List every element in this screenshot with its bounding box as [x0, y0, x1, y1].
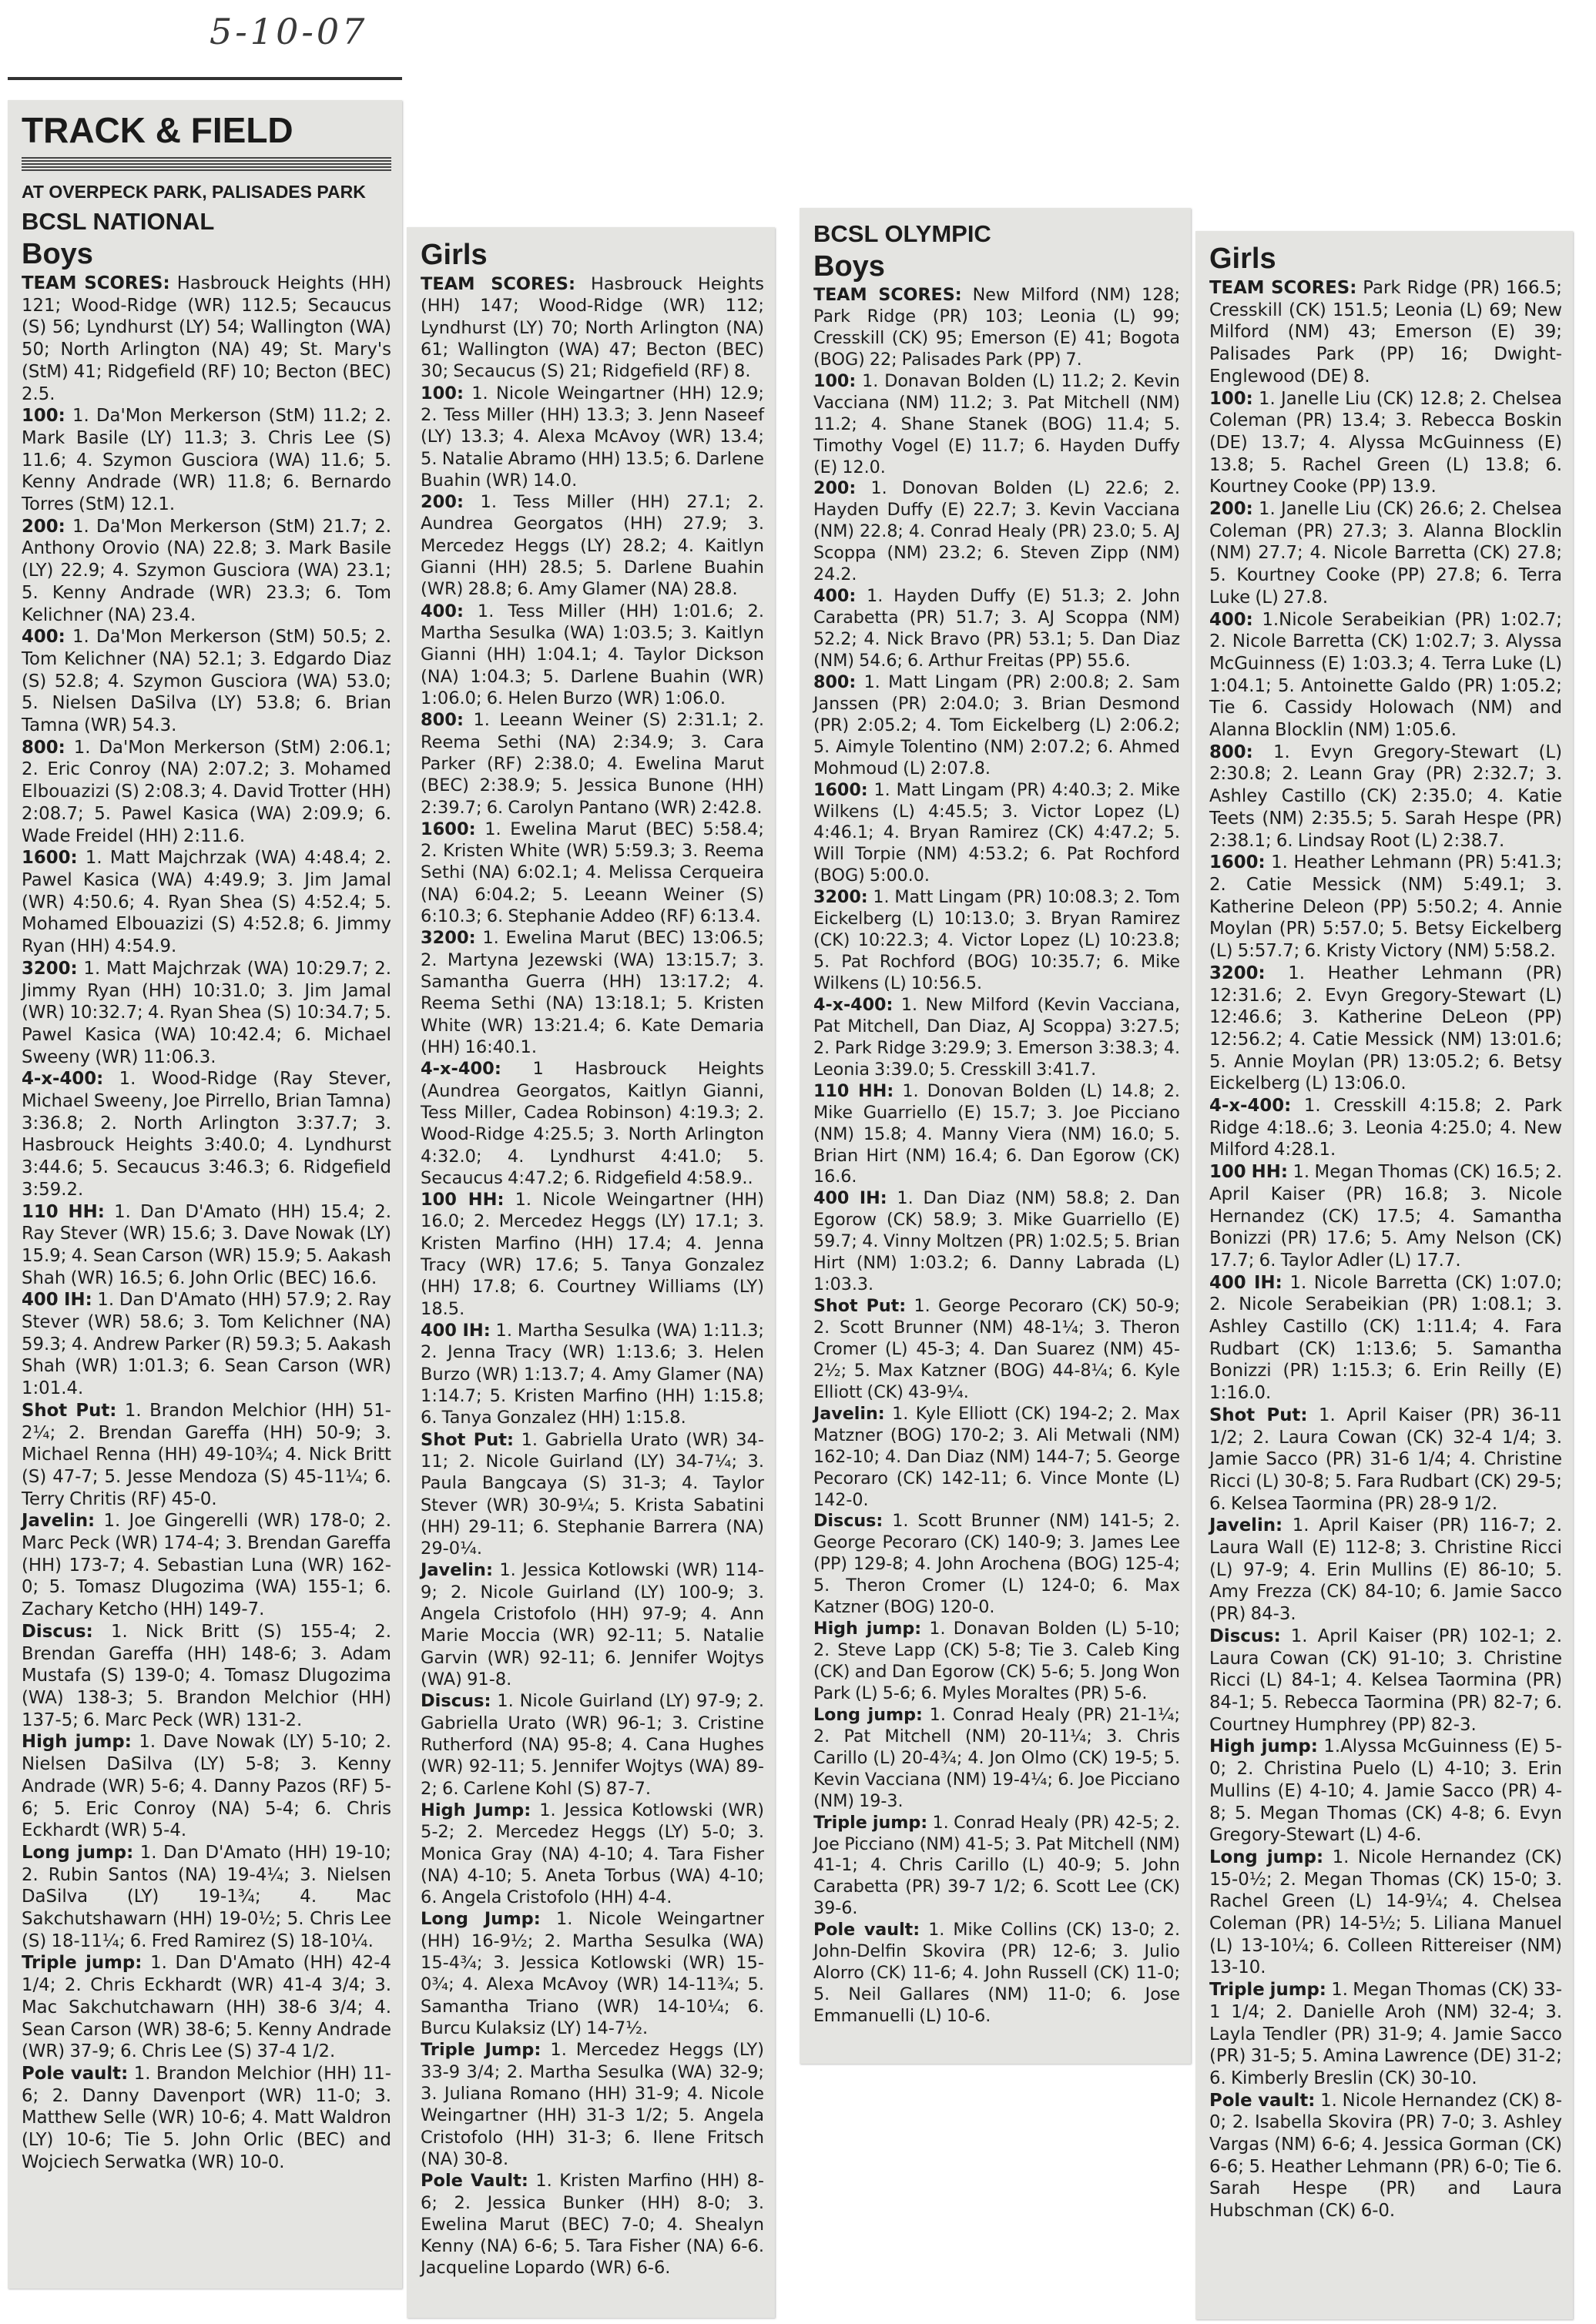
conference-title-olympic: BCSL OLYMPIC — [813, 220, 991, 247]
event-separator: : — [126, 1842, 134, 1863]
event-result — [421, 1908, 764, 2039]
event-result — [22, 626, 391, 737]
event-separator: : — [1319, 1980, 1326, 2001]
event-result — [813, 1404, 1180, 1512]
event-name: 1600 — [22, 848, 71, 869]
event-result — [813, 371, 1180, 479]
event-separator: : — [877, 1403, 885, 1424]
event-name: 800 — [1209, 742, 1246, 762]
event-name: Pole vault — [1209, 2090, 1309, 2111]
event-separator: : — [86, 1621, 93, 1642]
event-placings: 1. Ewelina Marut (BEC) 13:06.5; 2. Martyna Jezewski (WA) 13:15.7; 3. Samantha Guerra (HH) 13:17.2; 4. Reema Sethi (NA) 13:18.1; 5. Kristen White (WR) 13:21.4; 6. Kate Demaria (HH) 16:40.1. — [421, 928, 764, 1057]
event-result — [421, 491, 764, 601]
event-placings: 1. Kristen Marfino (HH) 8-6; 2. Jessica Bunker (HH) 8-0; 3. Ewelina Marut (BEC) 7-0; 4. Shealyn Kenny (NA) 6-6; 5. Tara Fisher (NA) 6-6. Jacqueline Lopardo (WR) 6-6. — [421, 2171, 764, 2279]
banner-rule — [22, 156, 391, 171]
event-placings: 1. Janelle Liu (CK) 12.8; 2. Chelsea Coleman (PR) 13.4; 3. Rebecca Boskin (DE) 13.7; 4. Alyssa McGuinness (E) 13.8; 5. Rachel Green (L) 13.8; 6. Kourtney Cooke (PP) 13.9. — [1209, 388, 1562, 497]
event-name: Shot Put — [1209, 1405, 1301, 1425]
event-separator: : — [1310, 1736, 1318, 1757]
event-separator: : — [70, 958, 78, 979]
event-separator: : — [135, 1953, 142, 1974]
event-placings: Hasbrouck Heights (HH) 121; Wood-Ridge (WR) 112.5; Secaucus (S) 56; Lyndhurst (LY) 54; Wallington (WA) 50; North Arlington (NA) 49; St. Mary's (StM) 41; Ridgefield (RF) 10; Becton (BEC) 2.5. — [22, 273, 391, 404]
results-list — [22, 273, 391, 2173]
event-placings: 1. Dan D'Amato (HH) 19-10; 2. Rubin Santos (NA) 19-4¼; 3. Nielsen DaSilva (LY) 19-1¾; 4. Mac Sakchutshawarn (HH) 19-0½; 5. Chris Lee (S) 18-11¼; 6. Fred Ramirez (S) 18-10¼. — [22, 1842, 391, 1951]
event-result — [421, 1429, 764, 1560]
event-placings: 1. Dan D'Amato (HH) 15.4; 2. Ray Stever (WR) 15.6; 3. Dave Nowak (LY) 15.9; 4. Sean Carson (WR) 15.9; 5. Aakash Shah (WR) 16.5; 6. John Orlic (BEC) 16.6. — [22, 1201, 391, 1288]
event-placings: 1. Ewelina Marut (BEC) 5:58.4; 2. Kristen White (WR) 5:59.3; 3. Reema Sethi (NA) 6:02.1; 4. Melissa Cerqueira (NA) 6:04.2; 5. Leeann Weiner (S) 6:10.3; 6. Stephanie Addeo (RF) 6:13.4. — [421, 819, 764, 927]
event-separator: : — [886, 994, 894, 1015]
event-separator: : — [899, 1296, 907, 1317]
event-result — [813, 887, 1180, 995]
event-placings: 1. Hayden Duffy (E) 51.3; 2. John Carabetta (PR) 51.7; 3. AJ Scoppa (NM) 52.2; 4. Nick Bravo (PR) 53.1; 5. Dan Diaz (NM) 54.6; 6. Arthur Freitas (PP) 55.6. — [813, 586, 1180, 671]
event-name: 110 HH — [22, 1201, 98, 1222]
event-placings: 1. Matt Lingam (PR) 2:00.8; 2. Sam Janssen (PR) 2:04.0; 3. Brian Desmond (PR) 2:05.2; 4. Tom Eickelberg (L) 2:06.2; 5. Aimyle Tolentino (NM) 2:07.2; 6. Ahmed Mohmoud (L) 2:07.8. — [813, 671, 1180, 779]
event-placings: 1. Dan D'Amato (HH) 57.9; 2. Ray Stever (WR) 58.6; 3. Tom Kelichner (NA) 59.3; 4. Andrew Parker (R) 59.3; 5. Aakash Shah (WR) 1:01.3; 6. Sean Carson (WR) 1:01.4. — [22, 1290, 391, 1399]
event-placings: 1. Heather Lehmann (PR) 5:41.3; 2. Catie Messick (NM) 5:49.1; 3. Katherine Deleon (PP) 5:50.2; 4. Annie Moylan (PR) 5:57.0; 5. Betsy Eickelberg (L) 5:57.7; 6. Kristy Victory (NM) 5:58.2. — [1209, 852, 1562, 962]
event-name: 100 — [813, 370, 850, 391]
event-separator: : — [97, 1201, 105, 1222]
event-result — [421, 2039, 764, 2170]
event-name: Shot Put — [813, 1296, 900, 1317]
event-placings: 1. Nicole Weingartner (HH) 12.9; 2. Tess Miller (HH) 13.3; 3. Jenn Naseef (LY) 13.3; 4. Alexa McAvoy (WR) 13.4; 5. Natalie Abramo (HH) 13.5; 6. Darlene Buahin (WR) 14.0. — [421, 383, 764, 491]
clipping-national-girls — [407, 227, 775, 2318]
event-separator: : — [849, 586, 857, 607]
event-name: Discus — [813, 1511, 877, 1532]
clipping-national-boys — [8, 100, 402, 2289]
event-result — [1209, 852, 1562, 963]
event-result — [421, 273, 764, 383]
event-name: Javelin — [22, 1511, 89, 1532]
event-result — [1209, 1847, 1562, 1979]
event-placings: 1. Nick Britt (S) 155-4; 2. Brendan Gareffa (HH) 148-6; 3. Adam Mustafa (S) 139-0; 4. Tomasz Dlugozima (WA) 138-3; 5. Brandon Melchior (HH) 137-5; 6. Marc Peck (WR) 131-2. — [22, 1621, 391, 1730]
event-name: Pole Vault — [421, 2171, 521, 2192]
event-placings: 1. Nicole Weingartner (HH) 16.0; 2. Mercedez Heggs (LY) 17.1; 3. Kristen Marfino (HH) 17.4; 4. Jenna Tracy (WR) 17.6; 5. Tanya Gonzalez (HH) 17.8; 6. Courtney Williams (LY) 18.5. — [421, 1190, 765, 1319]
event-separator: : — [1246, 742, 1253, 762]
event-placings: 1. Nicole Hernandez (CK) 15-0½; 2. Megan Thomas (CK) 15-0; 3. Rachel Green (L) 14-9¼; 4. Chelsea Coleman (PR) 14-5½; 5. Liliana Manuel (L) 13-10¼; 6. Colleen Rittereiser (NM) 13-10. — [1209, 1847, 1562, 1978]
event-separator: : — [456, 710, 464, 731]
event-result — [22, 2063, 391, 2174]
event-separator: : — [521, 2171, 528, 2192]
event-result — [421, 927, 764, 1058]
conference-title-national: BCSL NATIONAL — [22, 208, 215, 235]
event-result — [1209, 963, 1562, 1095]
event-result — [22, 405, 391, 516]
event-separator: : — [1273, 1626, 1281, 1646]
event-name: High jump — [813, 1619, 915, 1639]
event-placings: 1. Wood-Ridge (Ray Stever, Michael Sweeny, Joe Pirrello, Brian Tamna) 3:36.8; 2. North Arlington 3:37.7; 3. Hasbrouck Heights 3:40.0; 4. Lyndhurst 3:44.6; 5. Secaucus 3:46.3; 6. Ridgefield 3:59.2. — [22, 1069, 391, 1200]
event-result — [421, 1058, 764, 1189]
event-placings: 1. Nicole Barretta (CK) 1:07.0; 2. Nicole Serabeikian (PR) 1:08.1; 3. Ashley Castillo (CK) 1:11.4; 4. Fara Rudbart (CK) 1:13.6; 5. Samantha Bonizzi (PR) 1:15.3; 6. Erin Reilly (E) 1:16.0. — [1209, 1272, 1562, 1404]
event-result — [421, 601, 764, 710]
event-placings: 1. Kyle Elliott (CK) 194-2; 2. Max Matzner (BOG) 170-2; 3. Ali Metwali (NM) 162-10; 4. Dan Diaz (NM) 144-7; 5. George Pecoraro (CK) 142-11; 6. Vince Monte (L) 142-0. — [813, 1403, 1180, 1510]
event-name: 3200 — [22, 958, 71, 979]
heading-boys: Boys — [813, 250, 885, 283]
event-separator: : — [468, 928, 476, 949]
event-separator: : — [58, 627, 65, 648]
event-result — [813, 586, 1180, 672]
event-name: 3200 — [1209, 963, 1259, 983]
event-placings: 1. Brandon Melchior (HH) 11-6; 2. Danny Davenport (WR) 11-0; 3. Matthew Selle (WR) 10-6; 4. Matt Waldron (LY) 10-6; Tie 5. John Orlic (BEC) and Wojciech Serwatka (WR) 10-0. — [22, 2063, 391, 2172]
event-separator: : — [484, 1691, 491, 1712]
event-result — [1209, 498, 1562, 609]
heading-boys: Boys — [22, 238, 93, 270]
event-separator: : — [124, 1732, 132, 1753]
event-placings: 1. Janelle Liu (CK) 26.6; 2. Chelsea Coleman (PR) 27.3; 3. Alanna Blocklin (NM) 27.7; 4. Nicole Barretta (CK) 27.8; 5. Kourtney Cooke (PP) 27.8; 6. Terra Luke (L) 27.8. — [1209, 499, 1562, 608]
event-separator: : — [954, 285, 962, 305]
event-name: 400 IH — [1209, 1272, 1276, 1293]
event-separator: : — [887, 1080, 894, 1101]
event-result — [22, 1842, 391, 1953]
event-separator: : — [568, 274, 575, 294]
event-name: Shot Put — [22, 1400, 110, 1421]
event-separator: : — [1258, 963, 1266, 983]
event-result — [421, 383, 764, 492]
event-name: 200 — [813, 478, 850, 499]
event-result — [1209, 742, 1562, 852]
event-separator: : — [860, 779, 868, 800]
event-name: TEAM SCORES — [813, 285, 955, 305]
event-name: Shot Put — [421, 1429, 507, 1450]
clipping-olympic-boys — [800, 208, 1191, 2064]
event-separator: : — [58, 406, 65, 427]
event-placings: 1. George Pecoraro (CK) 50-9; 2. Scott Brunner (NM) 48-1¼; 3. Theron Cromer (L) 45-3; 4. Dan Suarez (NM) 45-2½; 5. Max Katzner (BOG) 44-8¼; 6. Kyle Elliott (CK) 43-9¼. — [813, 1296, 1180, 1402]
event-placings: New Milford (NM) 128; Park Ridge (PR) 103; Leonia (L) 99; Cresskill (CK) 95; Emerson (E) 41; Bogota (BOG) 22; Palisades Park (PP) 7. — [813, 285, 1180, 370]
event-placings: 1. Da'Mon Merkerson (StM) 2:06.1; 2. Eric Conroy (NA) 2:07.2; 3. Mohamed Elbouazizi (S) 2:08.3; 4. David Trotter (HH) 2:08.7; 5. Pawel Kasica (WA) 2:09.9; 6. Wade Freidel (HH) 2:11.6. — [22, 737, 391, 846]
event-name: 100 HH — [1209, 1162, 1281, 1183]
event-name: Long jump — [22, 1842, 127, 1863]
event-placings: 1. Dave Nowak (LY) 5-10; 2. Nielsen DaSilva (LY) 5-8; 3. Kenny Andrade (WR) 5-6; 4. Danny Pazos (RF) 5-6; 5. Eric Conroy (NA) 5-4; 6. Chris Eckhardt (WR) 5-4. — [22, 1732, 391, 1841]
event-result — [22, 1068, 391, 1201]
event-result — [1209, 1626, 1562, 1736]
event-result — [22, 958, 391, 1069]
event-name: TEAM SCORES — [1209, 278, 1350, 298]
event-name: 100 — [421, 383, 457, 404]
event-separator: : — [85, 1290, 92, 1311]
event-separator: : — [1316, 1847, 1324, 1867]
event-result — [813, 1619, 1180, 1705]
event-name: Triple Jump — [421, 2040, 535, 2061]
event-separator: : — [109, 1400, 117, 1421]
clipping-olympic-girls — [1195, 231, 1573, 2319]
event-result — [22, 847, 391, 958]
event-result — [22, 273, 391, 405]
event-result — [421, 709, 764, 819]
event-name: Triple jump — [1209, 1980, 1319, 2001]
event-placings: 1. Matt Lingam (PR) 10:08.3; 2. Tom Eickelberg (L) 10:13.0; 3. Bryan Ramirez (CK) 10:22.3; 4. Victor Lopez (L) 10:23.8; 5. Pat Rochford (BOG) 10:35.7; 6. Mike Wilkens (L) 10:56.5. — [813, 887, 1180, 993]
event-name: TEAM SCORES — [421, 274, 568, 294]
event-separator: : — [163, 273, 170, 293]
event-placings: 1. Matt Lingam (PR) 4:40.3; 2. Mike Wilkens (L) 4:45.5; 3. Victor Lopez (L) 4:46.1; 4. Bryan Ramirez (CK) 4:47.2; 5. Will Torpie (NM) 4:53.2; 6. Pat Rochford (BOG) 5:00.0. — [813, 779, 1180, 886]
event-separator: : — [524, 1800, 531, 1820]
event-separator: : — [1275, 1272, 1282, 1293]
event-placings: 1. Tess Miller (HH) 1:01.6; 2. Martha Sesulka (WA) 1:03.5; 3. Kaitlyn Gianni (HH) 1:04.1; 4. Taylor Dickson (NA) 1:04.3; 5. Darlene Buahin (WR) 1:06.0; 6. Helen Burzo (WR) 1:06.0. — [421, 601, 764, 708]
heading-girls: Girls — [421, 239, 488, 271]
event-placings: 1. Heather Lehmann (PR) 12:31.6; 2. Evyn Gregory-Stewart (L) 12:46.6; 3. Katherine DeLeon (PP) 12:56.2; 4. Catie Messick (NM) 13:01.6; 5. Annie Moylan (PR) 13:05.2; 6. Betsy Eickelberg (L) 13:06.0. — [1209, 963, 1562, 1094]
event-separator: : — [1246, 499, 1253, 520]
event-placings: 1. Megan Thomas (CK) 33-1 1/4; 2. Danielle Aroh (NM) 32-4; 3. Layla Tendler (PR) 31-9; 4. Jamie Sacco (PR) 31-5; 5. Amina Lawrence (DE) 31-2; 6. Kimberly Breslin (CK) 30-10. — [1209, 1980, 1562, 2088]
event-placings: 1. Donavan Bolden (L) 11.2; 2. Kevin Vacciana (NM) 11.2; 3. Pat Mitchell (NM) 11.2; 4. Shane Stanek (BOG) 11.4; 5. Timothy Vogel (E) 11.7; 6. Hayden Duffy (E) 12.0. — [813, 370, 1180, 477]
event-name: Triple jump — [813, 1812, 921, 1833]
event-name: 400 — [1209, 609, 1246, 630]
event-name: 4-x-400 — [813, 994, 887, 1015]
event-placings: Hasbrouck Heights (HH) 147; Wood-Ridge (WR) 112; Lyndhurst (LY) 70; North Arlington (NA) 61; Wallington (WA) 47; Becton (BEC) 30; Secaucus (S) 21; Ridgefield (RF) 8. — [421, 274, 764, 382]
event-separator: : — [876, 1511, 884, 1532]
event-separator: : — [468, 819, 476, 839]
event-result — [1209, 2090, 1562, 2222]
event-placings: 1 Hasbrouck Heights (Aundrea Georgatos, Kaitlyn Gianni, Tess Miller, Cadea Robinson) 4:19.3; 2. Wood-Ridge 4:25.5; 3. North Arlington 4:32.0; 4. Lyndhurst 4:41.0; 5. Secaucus 4:47.2; 6. Ridgefield 4:58.9.. — [421, 1059, 764, 1188]
handwritten-date: 5-10-07 — [210, 11, 368, 52]
event-placings: 1. Joe Gingerelli (WR) 178-0; 2. Marc Peck (WR) 174-4; 3. Brendan Gareffa (HH) 173-7; 4. Sebastian Luna (WR) 162-0; 5. Tomasz Dlugozima (WA) 155-1; 6. Zachary Ketcho (HH) 149-7. — [22, 1511, 391, 1620]
event-separator: : — [880, 1188, 887, 1209]
event-name: 200 — [1209, 499, 1246, 520]
event-name: TEAM SCORES — [22, 273, 163, 293]
event-placings: 1. Scott Brunner (NM) 141-5; 2. George Pecoraro (CK) 140-9; 3. James Lee (PP) 129-8; 4. John Arochena (BOG) 125-4; 5. Theron Cromer (L) 124-0; 6. Max Katzner (BOG) 120-0. — [813, 1511, 1180, 1618]
event-name: Javelin — [1209, 1515, 1276, 1536]
event-name: 1600 — [421, 819, 469, 839]
event-placings: 1. Jessica Kotlowski (WR) 114-9; 2. Nicole Guirland (LY) 100-9; 3. Angela Cristofolo (HH) 97-9; 4. Ann Marie Moccia (WR) 92-11; 5. Natalie Garvin (WR) 92-11; 6. Jennifer Wojtys (WA) 91-8. — [421, 1560, 764, 1689]
event-name: 400 IH — [421, 1321, 484, 1341]
event-separator: : — [96, 1069, 104, 1090]
event-separator: : — [58, 737, 65, 758]
event-placings: 1. Donovan Bolden (L) 22.6; 2. Hayden Duffy (E) 22.7; 3. Kevin Vacciana (NM) 22.8; 4. Conrad Healy (PR) 23.0; 5. AJ Scoppa (NM) 23.2; 6. Steven Zipp (NM) 24.2. — [813, 478, 1180, 585]
event-name: 400 IH — [22, 1290, 86, 1311]
event-placings: 1. Cresskill 4:15.8; 2. Park Ridge 4:18..6; 3. Leonia 4:25.0; 4. New Milford 4:28.1. — [1209, 1096, 1562, 1160]
event-result — [1209, 1405, 1562, 1515]
event-separator: : — [1246, 388, 1253, 409]
event-name: 1600 — [813, 779, 861, 800]
event-name: 1600 — [1209, 852, 1259, 873]
event-placings: 1. Gabriella Urato (WR) 34-11; 2. Nicole Guirland (LY) 34-7¼; 3. Paula Bangcaya (S) 31-3; 4. Taylor Stever (WR) 30-9¼; 5. Krista Sabatini (HH) 29-11; 6. Stephanie Barrera (NA) 29-0¼. — [421, 1429, 764, 1559]
event-result — [813, 995, 1180, 1081]
event-separator: : — [849, 370, 857, 391]
event-name: 400 — [22, 627, 59, 648]
event-placings: 1. New Milford (Kevin Vacciana, Pat Mitchell, Dan Diaz, AJ Scoppa) 3:27.5; 2. Park Ridge 3:29.9; 3. Emerson 3:38.3; 4. Leonia 3:39.0; 5. Cresskill 3:41.7. — [813, 994, 1180, 1080]
event-separator: : — [1308, 2090, 1316, 2111]
event-result — [22, 1621, 391, 1732]
event-result — [813, 478, 1180, 586]
event-name: 400 — [813, 586, 850, 607]
event-placings: 1. Mercedez Heggs (LY) 33-9 3/4; 2. Martha Sesulka (WA) 32-9; 3. Juliana Romano (HH) 31-9; 4. Nicole Weingartner (HH) 31-3 1/2; 5. Angela Cristofolo (HH) 31-3; 6. Ilene Fritsch (NA) 30-8. — [421, 2040, 764, 2169]
event-name: Triple jump — [22, 1953, 136, 1974]
event-placings: 1. Matt Majchrzak (WA) 10:29.7; 2. Jimmy Ryan (HH) 10:31.0; 3. Jim Jamal (WR) 10:32.7; 4. Ryan Shea (S) 10:34.7; 5. Pawel Kasica (WA) 10:42.4; 6. Michael Sweeny (WR) 11:06.3. — [22, 958, 391, 1067]
event-separator: : — [494, 1059, 501, 1080]
event-result — [1209, 1736, 1562, 1847]
event-result — [1209, 1095, 1562, 1161]
event-result — [22, 516, 391, 627]
event-result — [813, 1081, 1180, 1189]
event-name: 200 — [421, 492, 457, 513]
event-separator: : — [1300, 1405, 1308, 1425]
event-separator: : — [1284, 1096, 1292, 1117]
event-placings: 1. Evyn Gregory-Stewart (L) 2:30.8; 2. Leann Gray (PR) 2:32.7; 3. Ashley Castillo (CK) 2:35.0; 4. Katie Teets (NM) 2:35.5; 5. Sarah Hespe (PR) 2:38.1; 6. Lindsay Root (L) 2:38.7. — [1209, 742, 1562, 851]
event-result — [421, 1800, 764, 1909]
event-name: 110 HH — [813, 1080, 887, 1101]
event-placings: 1. April Kaiser (PR) 116-7; 2. Laura Wall (E) 112-8; 3. Christine Ricci (L) 97-9; 4. Erin Mullins (E) 86-10; 5. Amy Frezza (CK) 84-10; 6. Jamie Sacco (PR) 84-3. — [1209, 1515, 1562, 1625]
event-separator: : — [913, 1920, 920, 1941]
event-placings: 1. Megan Thomas (CK) 16.5; 2. April Kaiser (PR) 16.8; 3. Nicole Hernandez (CK) 17.5; 4. Samantha Bonizzi (PR) 17.6; 5. Amy Nelson (CK) 17.7; 6. Taylor Adler (L) 17.7. — [1209, 1162, 1562, 1271]
event-name: Long jump — [813, 1704, 917, 1725]
event-separator: : — [860, 887, 868, 908]
results-list — [1209, 277, 1562, 2222]
event-placings: 1.Alyssa McGuinness (E) 5-0; 2. Christina Puelo (L) 4-10; 3. Erin Mullins (E) 4-10; 4. Jamie Sacco (PR) 4-8; 5. Megan Thomas (CK) 4-8; 6. Evyn Gregory-Stewart (L) 4-6. — [1209, 1736, 1562, 1846]
event-name: Javelin — [813, 1403, 878, 1424]
event-placings: 1. Leeann Weiner (S) 2:31.1; 2. Reema Sethi (NA) 2:34.9; 3. Cara Parker (RF) 2:38.0; 4. Ewelina Marut (BEC) 2:38.9; 5. Jessica Bunone (HH) 2:39.7; 6. Carolyn Pantano (WR) 2:42.8. — [421, 710, 764, 818]
event-name: 800 — [22, 737, 59, 758]
event-name: 100 — [22, 406, 59, 427]
event-placings: 1. Tess Miller (HH) 27.1; 2. Aundrea Georgatos (HH) 27.9; 3. Mercedez Heggs (LY) 28.2; 4. Kaitlyn Gianni (HH) 28.5; 5. Darlene Buahin (WR) 28.8; 6. Amy Glamer (NA) 28.8. — [421, 492, 764, 600]
event-result — [1209, 277, 1562, 388]
event-result — [421, 1559, 764, 1690]
event-result — [421, 2170, 764, 2279]
event-result — [1209, 1979, 1562, 2090]
event-result — [22, 1289, 391, 1400]
event-placings: 1. Mike Collins (CK) 13-0; 2. John-Delfin Skovira (PR) 12-6; 3. Julio Alorro (CK) 11-6; 4. John Russell (CK) 11-0; 5. Neil Gallares (NM) 11-0; 6. Jose Emmanuelli (L) 10-6. — [813, 1920, 1180, 2026]
event-result — [813, 1813, 1180, 1920]
event-name: 3200 — [421, 928, 469, 949]
event-separator: : — [456, 492, 464, 513]
event-result — [813, 1296, 1180, 1404]
event-result — [421, 1320, 764, 1429]
event-separator: : — [485, 1560, 493, 1581]
event-placings: Park Ridge (PR) 166.5; Cresskill (CK) 151.5; Leonia (L) 69; New Milford (NM) 43; Emerson (E) 39; Palisades Park (PP) 16; Dwight-Englewood (DE) 8. — [1209, 278, 1562, 387]
event-separator: : — [497, 1190, 505, 1211]
event-name: 4-x-400 — [421, 1059, 495, 1080]
event-result — [813, 1511, 1180, 1619]
event-placings: 1. Dan Diaz (NM) 58.8; 2. Dan Egorow (CK) 58.9; 3. Mike Guarriello (E) 59.7; 4. Vinny Moltzen (PR) 1:02.5; 5. Brian Hirt (NM) 1:03.2; 6. Danny Labrada (L) 1:03.3. — [813, 1188, 1180, 1295]
event-placings: 1. Brandon Melchior (HH) 51-2¼; 2. Brendan Gareffa (HH) 50-9; 3. Michael Renna (HH) 49-10¾; 4. Nick Britt (S) 47-7; 5. Jesse Mendoza (S) 45-11¼; 6. Terry Chritis (RF) 45-0. — [22, 1400, 391, 1509]
event-name: Pole vault — [813, 1920, 914, 1941]
event-separator: : — [534, 2040, 542, 2061]
event-result — [22, 737, 391, 848]
event-name: 3200 — [813, 887, 861, 908]
event-placings: 1. Nicole Hernandez (CK) 8-0; 2. Isabella Skovira (PR) 7-0; 3. Ashley Vargas (NM) 6-6; 4. Jessica Gorman (CK) 6-6; 5. Heather Lehmann (PR) 6-0; Tie 6. Sarah Hespe (PR) and Laura Hubschman (CK) 6-0. — [1209, 2090, 1562, 2222]
event-result — [22, 1510, 391, 1621]
event-separator: : — [456, 383, 464, 404]
event-result — [22, 1400, 391, 1511]
event-separator: : — [456, 601, 464, 621]
event-placings: 1. Donovan Bolden (L) 14.8; 2. Mike Guarriello (E) 15.7; 3. Joe Picciano (NM) 15.8; 4. Manny Viera (NM) 16.0; 5. Brian Hirt (NM) 16.4; 6. Dan Egorow (CK) 16.6. — [813, 1080, 1180, 1187]
event-result — [813, 1188, 1180, 1296]
event-result — [22, 1201, 391, 1290]
event-result — [813, 1705, 1180, 1813]
event-result — [1209, 1272, 1562, 1405]
event-name: High Jump — [421, 1800, 525, 1820]
event-name: 100 — [1209, 388, 1246, 409]
event-placings: 1. Nicole Guirland (LY) 97-9; 2. Gabriella Urato (WR) 96-1; 3. Cristine Rutherford (NA) 95-8; 4. Cana Hughes (WR) 92-11; 5. Jennifer Wojtys (WA) 89-2; 6. Carlene Kohl (S) 87-7. — [421, 1691, 764, 1799]
event-separator: : — [483, 1321, 491, 1341]
event-placings: 1. Conrad Healy (PR) 21-1¼; 2. Pat Mitchell (NM) 20-11¼; 3. Chris Carillo (L) 20-4¾; 4. Jon Olmo (CK) 19-5; 5. Kevin Vacciana (NM) 19-4¼; 6. Joe Picciano (NM) 19-3. — [813, 1704, 1181, 1811]
heading-girls: Girls — [1209, 243, 1276, 275]
event-result — [813, 780, 1180, 888]
event-separator: : — [88, 1511, 96, 1532]
event-separator: : — [70, 848, 78, 869]
event-separator: : — [1280, 1162, 1288, 1183]
event-separator: : — [1350, 278, 1357, 298]
results-list — [421, 273, 764, 2279]
event-placings: 1. April Kaiser (PR) 36-11 1/2; 2. Laura Cowan (CK) 32-4 1/4; 3. Jamie Sacco (PR) 31-6 1/4; 4. Christine Ricci (L) 30-8; 5. Fara Rudbart (CK) 29-5; 6. Kelsea Taormina (PR) 28-9 1/2. — [1209, 1405, 1562, 1514]
event-name: 800 — [813, 671, 850, 692]
event-separator: : — [914, 1619, 922, 1639]
event-name: 400 IH — [813, 1188, 880, 1209]
event-name: 800 — [421, 710, 457, 731]
event-result — [1209, 1161, 1562, 1272]
event-placings: 1. Donavan Bolden (L) 5-10; 2. Steve Lapp (CK) 5-8; Tie 3. Caleb King (CK) and Dan Egorow (CK) 5-6; 5. Jong Won Park (L) 5-6; 6. Myles Moraltes (PR) 5-6. — [813, 1619, 1180, 1703]
event-name: Javelin — [421, 1560, 486, 1581]
event-placings: 1. April Kaiser (PR) 102-1; 2. Laura Cowan (CK) 91-10; 3. Christine Ricci (L) 84-1; 4. Kelsea Taormina (PR) 84-1; 5. Rebecca Taormina (PR) 82-7; 6. Courtney Humphrey (PP) 82-3. — [1209, 1626, 1562, 1735]
event-result — [421, 819, 764, 928]
results-list — [813, 285, 1180, 2028]
event-placings: 1. Nicole Weingartner (HH) 16-9½; 2. Martha Sesulka (WA) 15-4¾; 3. Jessica Kotlowski (WR) 15-0¾; 4. Alexa McAvoy (WR) 14-11¾; 5. Samantha Triano (WR) 14-10¼; 6. Burcu Kulaksiz (LY) 14-7½. — [421, 1909, 764, 2038]
event-placings: 1. Da'Mon Merkerson (StM) 11.2; 2. Mark Basile (LY) 11.3; 3. Chris Lee (S) 11.6; 4. Szymon Gusciora (WA) 11.6; 5. Kenny Andrade (WR) 11.8; 6. Bernardo Torres (StM) 12.1. — [22, 406, 391, 515]
event-separator: : — [1276, 1515, 1283, 1536]
section-banner: TRACK & FIELD — [22, 110, 293, 150]
event-name: 400 — [421, 601, 457, 621]
event-result — [1209, 388, 1562, 499]
event-name: High jump — [22, 1732, 125, 1753]
event-separator: : — [58, 516, 65, 537]
event-name: 200 — [22, 516, 59, 537]
event-name: Long jump — [1209, 1847, 1316, 1867]
event-name: 4-x-400 — [22, 1069, 97, 1090]
event-placings: 1. Da'Mon Merkerson (StM) 21.7; 2. Anthony Orovio (NA) 22.8; 3. Mark Basile (LY) 22.9; 4. Szymon Gusciora (WA) 23.1; 5. Kenny Andrade (WR) 23.3; 6. Tom Kelichner (NA) 23.4. — [22, 516, 391, 625]
event-placings: 1. Conrad Healy (PR) 42-5; 2. Joe Picciano (NM) 41-5; 3. Pat Mitchell (NM) 41-1; 4. Chris Carillo (L) 40-9; 5. John Carabetta (PR) 39-7 1/2; 6. Scott Lee (CK) 39-6. — [813, 1812, 1180, 1919]
event-result — [421, 1690, 764, 1800]
event-separator: : — [920, 1812, 928, 1833]
event-name: Long Jump — [421, 1909, 534, 1930]
event-separator: : — [507, 1429, 514, 1450]
event-separator: : — [533, 1909, 541, 1930]
event-result — [22, 1731, 391, 1842]
meet-location: AT OVERPECK PARK, PALISADES PARK — [22, 182, 366, 202]
event-placings: 1. Martha Sesulka (WA) 1:11.3; 2. Jenna Tracy (WR) 1:13.6; 3. Helen Burzo (WR) 1:13.7; 4. Amy Glamer (NA) 1:14.7; 5. Kristen Marfino (HH) 1:15.8; 6. Tanya Gonzalez (HH) 1:15.8. — [421, 1321, 764, 1428]
event-name: 100 HH — [421, 1190, 498, 1211]
event-separator: : — [849, 671, 857, 692]
event-separator: : — [849, 478, 857, 499]
event-placings: 1. Da'Mon Merkerson (StM) 50.5; 2. Tom Kelichner (NA) 52.1; 3. Edgardo Diaz (S) 52.8; 4. Szymon Gusciora (WA) 53.0; 5. Nielsen DaSilva (LY) 53.8; 6. Brian Tamna (WR) 54.3. — [22, 627, 391, 736]
masthead-rule — [8, 77, 402, 80]
event-separator: : — [916, 1704, 923, 1725]
event-name: Pole vault — [22, 2063, 122, 2084]
event-name: High jump — [1209, 1736, 1311, 1757]
event-placings: 1.Nicole Serabeikian (PR) 1:02.7; 2. Nicole Barretta (CK) 1:02.7; 3. Alyssa McGuinness (E) 1:03.3; 4. Terra Luke (L) 1:04.1; 5. Antoinette Galdo (PR) 1:05.2; Tie 6. Cassidy Holowach (NM) and Alanna Blocklin (NM) 1:05.6. — [1209, 609, 1562, 741]
event-result — [1209, 609, 1562, 742]
event-result — [813, 285, 1180, 371]
event-separator: : — [1246, 609, 1253, 630]
event-result — [22, 1952, 391, 2063]
event-result — [813, 672, 1180, 780]
event-name: Discus — [1209, 1626, 1274, 1646]
event-placings: 1. Dan D'Amato (HH) 42-4 1/4; 2. Chris Eckhardt (WR) 41-4 3/4; 3. Mac Sakchutchawarn (HH) 38-6 3/4; 4. Sean Carson (WR) 38-6; 5. Kenny Andrade (WR) 37-9; 6. Chris Lee (S) 37-4 1/2. — [22, 1953, 391, 2062]
event-result — [813, 1920, 1180, 2028]
event-separator: : — [121, 2063, 129, 2084]
event-name: 4-x-400 — [1209, 1096, 1285, 1117]
event-separator: : — [1258, 852, 1266, 873]
event-name: Discus — [22, 1621, 86, 1642]
event-placings: 1. Jessica Kotlowski (WR) 5-2; 2. Mercedez Heggs (LY) 5-0; 3. Monica Gray (NA) 4-10; 4. Tara Fisher (NA) 4-10; 5. Aneta Torbus (WA) 4-10; 6. Angela Cristofolo (HH) 4-4. — [421, 1800, 764, 1908]
event-result — [421, 1189, 764, 1320]
event-placings: 1. Matt Majchrzak (WA) 4:48.4; 2. Pawel Kasica (WA) 4:49.9; 3. Jim Jamal (WR) 4:50.6; 4. Ryan Shea (S) 4:52.4; 5. Mohamed Elbouazizi (S) 4:52.8; 6. Jimmy Ryan (HH) 4:54.9. — [22, 848, 391, 957]
event-name: Discus — [421, 1691, 484, 1712]
event-result — [1209, 1515, 1562, 1626]
